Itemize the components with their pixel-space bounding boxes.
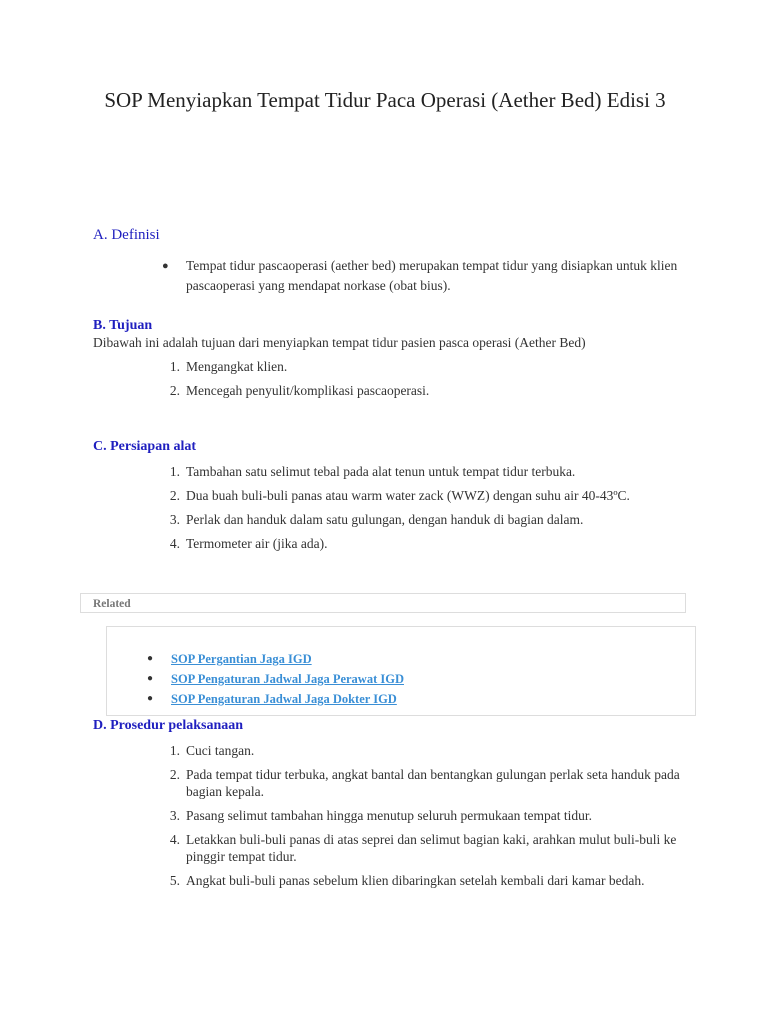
list-item — [160, 766, 680, 800]
list-item-text: Tambahan satu selimut tebal pada alat tenun untuk tempat tidur terbuka. — [186, 464, 576, 479]
bullet-dot-icon: ● — [162, 260, 169, 272]
related-header — [80, 593, 686, 613]
related-links-box — [106, 626, 696, 716]
related-link-item — [147, 651, 404, 671]
list-item-text: Pasang selimut tambahan hingga menutup seluruh permukaan tempat tidur. — [186, 808, 593, 823]
list-item-text: Cuci tangan. — [186, 743, 255, 758]
list-item-text: Termometer air (jika ada). — [186, 536, 328, 551]
section-heading-definisi: A. Definisi — [93, 227, 160, 243]
list-number: 1. — [169, 743, 180, 758]
list-item — [160, 807, 680, 824]
list-item — [160, 831, 680, 865]
list-item — [160, 487, 680, 504]
list-item-text: Tempat tidur pascaoperasi (aether bed) merupakan tempat tidur yang disiapkan untuk klien pascaoperasi yang mendapat norkase (obat bius). — [186, 258, 678, 293]
related-link-item — [147, 691, 404, 711]
list-item-text: Mengangkat klien. — [186, 359, 288, 374]
list-item-text: Angkat buli-buli panas sebelum klien dibaringkan setelah kembali dari kamar bedah. — [186, 873, 645, 888]
tujuan-intro: Dibawah ini adalah tujuan dari menyiapkan tempat tidur pasien pasca operasi (Aether Bed) — [93, 335, 586, 350]
list-item — [160, 535, 680, 552]
list-number: 2. — [169, 488, 180, 503]
related-link-jadwal-perawat[interactable]: SOP Pengaturan Jadwal Jaga Perawat IGD — [171, 672, 404, 686]
list-item — [160, 256, 680, 296]
related-links-list — [147, 651, 404, 711]
list-number: 2. — [169, 767, 180, 782]
list-item-text: Mencegah penyulit/komplikasi pascaoperasi. — [186, 383, 430, 398]
section-heading-tujuan: B. Tujuan — [93, 318, 153, 333]
related-link-jadwal-dokter[interactable]: SOP Pengaturan Jadwal Jaga Dokter IGD — [171, 692, 397, 706]
list-number: 5. — [169, 873, 180, 888]
list-item-text: Letakkan buli-buli panas di atas seprei dan selimut bagian kaki, arahkan mulut buli-buli ke pinggir tempat tidur. — [186, 832, 677, 864]
list-item-text: Dua buah buli-buli panas atau warm water zack (WWZ) dengan suhu air 40-43ºC. — [186, 488, 630, 503]
list-number: 3. — [169, 512, 180, 527]
prosedur-list — [160, 742, 680, 896]
list-number: 4. — [169, 832, 180, 847]
section-heading-persiapan: C. Persiapan alat — [93, 439, 197, 454]
bullet-dot-icon: ● — [147, 673, 154, 684]
list-number: 3. — [169, 808, 180, 823]
related-label: Related — [93, 598, 131, 610]
definisi-bullet-list — [160, 256, 680, 303]
list-item — [160, 382, 680, 399]
list-item-text: Perlak dan handuk dalam satu gulungan, dengan handuk di bagian dalam. — [186, 512, 584, 527]
bullet-dot-icon: ● — [147, 653, 154, 664]
related-link-pergantian-jaga[interactable]: SOP Pergantian Jaga IGD — [171, 652, 312, 666]
persiapan-list — [160, 463, 680, 559]
list-number: 2. — [169, 383, 180, 398]
section-heading-prosedur: D. Prosedur pelaksanaan — [93, 718, 244, 733]
list-number: 1. — [169, 464, 180, 479]
related-link-item — [147, 671, 404, 691]
list-number: 4. — [169, 536, 180, 551]
list-number: 1. — [169, 359, 180, 374]
list-item-text: Pada tempat tidur terbuka, angkat bantal dan bentangkan gulungan perlak seta handuk pada bagian kepala. — [186, 767, 680, 799]
bullet-dot-icon: ● — [147, 693, 154, 704]
list-item — [160, 511, 680, 528]
page-title: SOP Menyiapkan Tempat Tidur Paca Operasi (Aether Bed) Edisi 3 — [104, 88, 666, 112]
list-item — [160, 358, 680, 375]
list-item — [160, 463, 680, 480]
tujuan-list — [160, 358, 680, 406]
list-item — [160, 872, 680, 889]
list-item — [160, 742, 680, 759]
